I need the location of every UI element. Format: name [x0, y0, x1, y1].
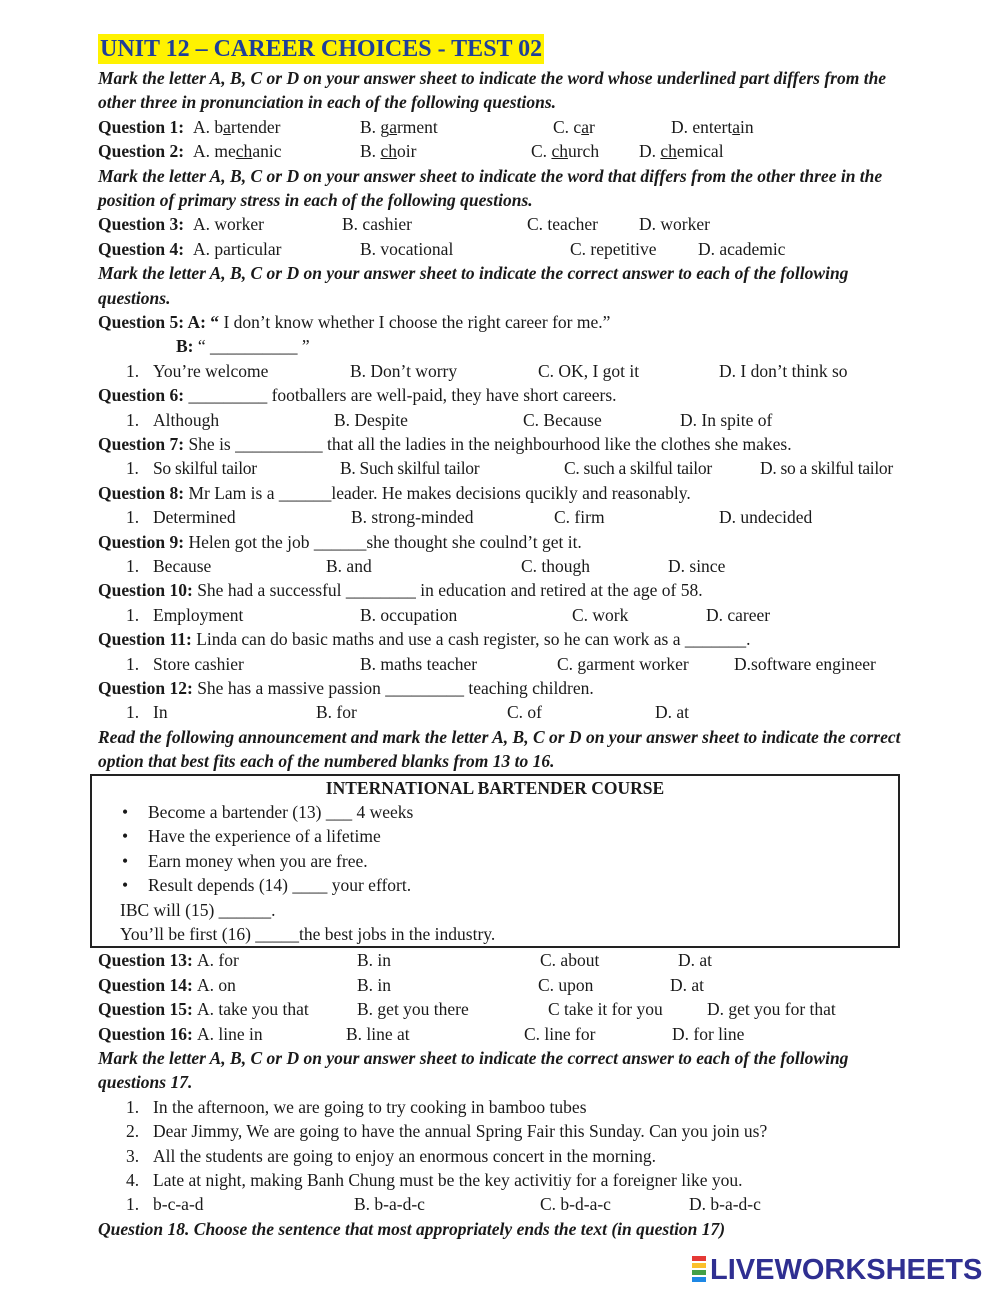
question-14: Question 14: A. on B. in C. upon D. at — [98, 973, 908, 997]
question-12-option-b[interactable]: B. for — [316, 702, 357, 723]
question-15-option-c[interactable]: C take it for you — [548, 999, 663, 1020]
question-6-option-b[interactable]: B. Despite — [334, 409, 408, 430]
instruction-pronunciation: Mark the letter A, B, C or D on your answer sheet to indicate the word whose underlined part differs from the other three in pronunciation in each of the following questions. — [98, 68, 887, 113]
question-5-reply: B: “ __________ ” — [176, 336, 310, 357]
question-8-options: 1. Determined B. strong-minded C. firm D. undecided — [98, 505, 908, 529]
question-11-option-c[interactable]: C. garment worker — [557, 653, 689, 674]
question-2-option-d[interactable]: D. chemical — [639, 141, 724, 162]
question-10-option-d[interactable]: D. career — [706, 604, 771, 625]
question-16-option-a[interactable]: A. line in — [197, 1023, 263, 1044]
question-17-option-d[interactable]: D. b-a-d-c — [689, 1194, 761, 1215]
question-7-option-c[interactable]: C. such a skilful tailor — [564, 458, 712, 479]
question-7: Question 7: She is __________ that all the ladies in the neighbourhood like the clothes she makes. — [98, 434, 792, 454]
question-9-option-a[interactable]: Because — [153, 556, 212, 576]
question-5-option-d[interactable]: D. I don’t think so — [719, 360, 848, 381]
question-18: Question 18. Choose the sentence that most appropriately ends the text (in question 17) — [98, 1218, 726, 1239]
announcement-bullet: • Earn money when you are free. — [122, 850, 368, 871]
announcement-bullet: • Result depends (14) ____ your effort. — [122, 875, 412, 896]
question-2 — [98, 139, 908, 163]
question-16-option-d[interactable]: D. for line — [672, 1023, 745, 1044]
question-16-option-c[interactable]: C. line for — [524, 1023, 596, 1044]
instruction-stress: Mark the letter A, B, C or D on your answer sheet to indicate the word that differs from the other three in the position of primary stress in each of the following questions. — [98, 165, 883, 210]
question-5-text: I don’t know whether I choose the right career for me.” — [219, 312, 611, 332]
question-17-item: 2. Dear Jimmy, We are going to have the annual Spring Fair this Sunday. Can you join us? — [126, 1121, 768, 1142]
question-11-option-d[interactable]: D.software engineer — [734, 653, 876, 674]
question-2-option-a[interactable]: A. mechanic — [193, 141, 282, 162]
announcement-line: You’ll be first (16) _____the best jobs in the industry. — [120, 923, 496, 944]
question-9: Question 9: Helen got the job ______she thought she coulnd’t get it. — [98, 531, 582, 552]
question-16-option-b[interactable]: B. line at — [346, 1023, 410, 1044]
question-17-item: 3. All the students are going to enjoy an enormous concert in the morning. — [126, 1145, 657, 1166]
question-3-option-c[interactable]: C. teacher — [527, 214, 598, 235]
question-4-option-a[interactable]: A. particular — [193, 238, 282, 259]
question-12-options: 1. In B. for C. of D. at — [98, 700, 908, 724]
question-17-option-c[interactable]: C. b-d-a-c — [540, 1194, 611, 1215]
question-1 — [98, 115, 908, 139]
question-7-option-d[interactable]: D. so a skilful tailor — [760, 458, 893, 479]
question-3-option-b[interactable]: B. cashier — [342, 214, 412, 235]
question-1-option-a[interactable]: A. bartender — [193, 116, 281, 137]
question-9-option-b[interactable]: B. and — [326, 556, 372, 576]
question-2-option-b[interactable]: B. choir — [360, 141, 417, 162]
question-12-option-d[interactable]: D. at — [655, 702, 690, 723]
question-2-option-c[interactable]: C. church — [531, 141, 600, 162]
question-2-label: Question 2: — [98, 141, 185, 162]
question-10: Question 10: She had a successful ________ in education and retired at the age of 58. — [98, 580, 703, 601]
question-4-option-b[interactable]: B. vocational — [360, 238, 454, 259]
question-12-option-a[interactable]: In — [153, 702, 168, 723]
instruction-correct-answer: Mark the letter A, B, C or D on your answer sheet to indicate the correct answer to each of the following questions. — [98, 263, 849, 308]
instruction-announcement: Read the following announcement and mark the letter A, B, C or D on your answer sheet to indicate the correct option that best fits each of the numbered blanks from 13 to 16. — [98, 726, 901, 772]
question-6: Question 6: _________ footballers are well-paid, they have short careers. — [98, 385, 617, 406]
question-8: Question 8: Mr Lam is a ______leader. He makes decisions qucikly and reasonably. — [98, 482, 691, 503]
question-7-option-a[interactable]: So skilful tailor — [153, 458, 257, 479]
question-4-option-d[interactable]: D. academic — [698, 238, 786, 259]
question-1-option-c[interactable]: C. car — [553, 116, 595, 137]
question-10-option-a[interactable]: Employment — [153, 604, 244, 625]
question-16: Question 16: A. line in B. line at C. line for D. for line — [98, 1022, 908, 1046]
question-5-option-c[interactable]: C. OK, I got it — [538, 360, 640, 381]
question-7-options: 1. So skilful tailor B. Such skilful tailor C. such a skilful tailor D. so a skilful tailor — [98, 456, 908, 480]
question-11-option-a[interactable]: Store cashier — [153, 653, 244, 674]
question-17-options: 1. b-c-a-d B. b-a-d-c C. b-d-a-c D. b-a-d-c — [98, 1192, 908, 1216]
question-14-option-b[interactable]: B. in — [357, 974, 392, 995]
question-13-option-d[interactable]: D. at — [678, 950, 713, 971]
question-6-option-d[interactable]: D. In spite of — [680, 409, 773, 430]
question-1-label: Question 1: — [98, 116, 185, 137]
liveworksheets-logo[interactable] — [692, 1254, 992, 1286]
question-6-options: 1. Although B. Despite C. Because D. In spite of — [98, 408, 908, 432]
announcement-box — [90, 774, 900, 949]
question-3-label: Question 3: — [98, 214, 185, 235]
question-17-item: 4. Late at night, making Banh Chung must be the key activitiy for a foreigner like you. — [126, 1169, 743, 1190]
question-1-option-b[interactable]: B. garment — [360, 116, 438, 137]
question-5 — [98, 310, 908, 334]
question-13-option-b[interactable]: B. in — [357, 950, 392, 971]
question-5-label: Question 5: A: “ — [98, 312, 220, 332]
question-14-option-d[interactable]: D. at — [670, 974, 705, 995]
liveworksheets-logo-icon — [692, 1256, 706, 1282]
question-3-option-d[interactable]: D. worker — [639, 214, 710, 235]
question-15-option-d[interactable]: D. get you for that — [707, 999, 836, 1020]
question-3 — [98, 212, 908, 236]
question-9-option-d[interactable]: D. since — [668, 556, 726, 576]
announcement-bullet: • Have the experience of a lifetime — [122, 826, 381, 847]
question-15-option-b[interactable]: B. get you there — [357, 999, 469, 1020]
question-17-option-b[interactable]: B. b-a-d-c — [354, 1194, 425, 1215]
question-5-option-a[interactable]: You’re welcome — [153, 360, 269, 381]
question-8-option-d[interactable]: D. undecided — [719, 507, 813, 528]
question-10-option-c[interactable]: C. work — [572, 604, 629, 625]
question-15-option-a[interactable]: A. take you that — [197, 999, 309, 1020]
announcement-bullet: • Become a bartender (13) ___ 4 weeks — [122, 802, 414, 822]
question-1-option-d[interactable]: D. entertain — [671, 116, 754, 137]
question-3-option-a[interactable]: A. worker — [193, 214, 264, 235]
question-8-option-c[interactable]: C. firm — [554, 507, 605, 528]
worksheet-page — [98, 34, 908, 1241]
question-14-option-c[interactable]: C. upon — [538, 974, 594, 995]
question-9-option-c[interactable]: C. though — [521, 556, 591, 576]
announcement-title: INTERNATIONAL BARTENDER COURSE — [325, 777, 665, 798]
question-4-option-c[interactable]: C. repetitive — [570, 238, 657, 259]
liveworksheets-logo-text: LIVEWORKSHEETS — [710, 1254, 983, 1286]
page-title: UNIT 12 – CAREER CHOICES - TEST 02 — [100, 36, 543, 62]
question-9-options: 1. Because B. and C. though D. since — [98, 554, 908, 578]
question-13-option-a[interactable]: A. for — [197, 950, 239, 971]
question-17-option-a[interactable]: b-c-a-d — [153, 1194, 204, 1215]
instruction-question-17: Mark the letter A, B, C or D on your answer sheet to indicate the correct answer to each of the following questions 17. — [98, 1047, 849, 1093]
question-5-options: 1. You’re welcome B. Don’t worry C. OK, I got it D. I don’t think so — [98, 359, 908, 383]
question-7-option-b[interactable]: B. Such skilful tailor — [340, 458, 480, 479]
question-6-option-c[interactable]: C. Because — [523, 409, 602, 430]
question-11-option-b[interactable]: B. maths teacher — [360, 653, 478, 674]
announcement-line: IBC will (15) ______. — [120, 899, 276, 920]
question-5-option-b[interactable]: B. Don’t worry — [350, 360, 458, 381]
question-8-option-b[interactable]: B. strong-minded — [351, 507, 474, 528]
question-12-option-c[interactable]: C. of — [507, 702, 542, 723]
question-10-options: 1. Employment B. occupation C. work D. career — [98, 603, 908, 627]
question-13-option-c[interactable]: C. about — [540, 950, 600, 971]
question-6-option-a[interactable]: Although — [153, 409, 220, 430]
question-12: Question 12: She has a massive passion _________ teaching children. — [98, 677, 594, 698]
question-14-option-a[interactable]: A. on — [197, 974, 236, 995]
question-4-label: Question 4: — [98, 238, 185, 259]
question-13: Question 13: A. for B. in C. about D. at — [98, 948, 908, 972]
question-11: Question 11: Linda can do basic maths and use a cash register, so he can work as a _______. — [98, 629, 751, 650]
question-17-item: 1. In the afternoon, we are going to try cooking in bamboo tubes — [126, 1096, 587, 1117]
question-11-options: 1. Store cashier B. maths teacher C. garment worker D.software engineer — [98, 652, 908, 676]
question-10-option-b[interactable]: B. occupation — [360, 604, 458, 625]
question-15: Question 15: A. take you that B. get you there C take it for you D. get you for that — [98, 997, 908, 1021]
question-4 — [98, 237, 908, 261]
question-8-option-a[interactable]: Determined — [153, 507, 236, 528]
